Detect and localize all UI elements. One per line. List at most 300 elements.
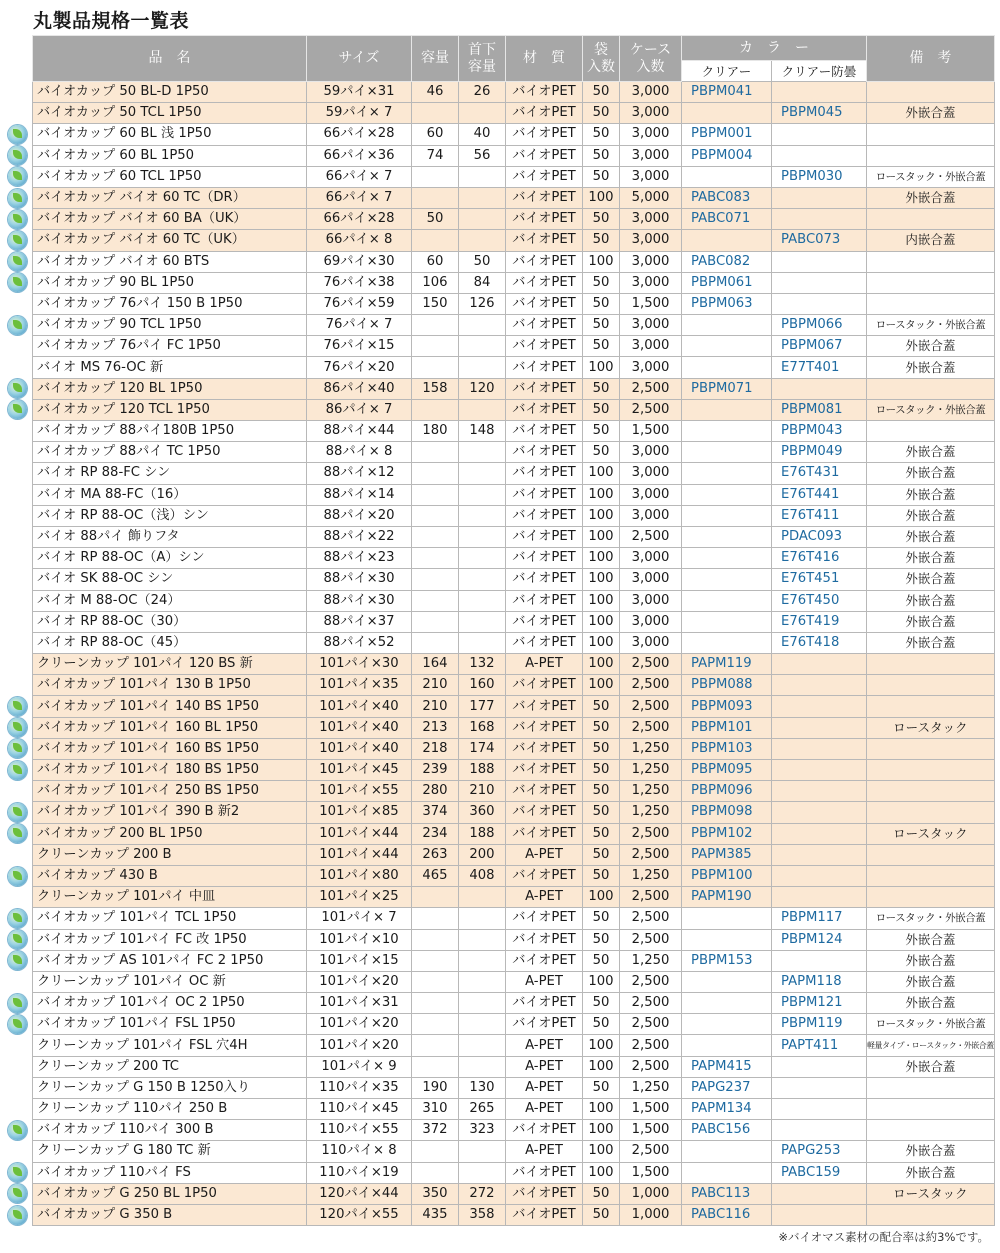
case-count-cell: 1,250 (620, 950, 682, 971)
material-cell: バイオPET (506, 272, 583, 293)
size-cell: 76パイ×15 (307, 336, 412, 357)
product-name-cell: バイオ MA 88-FC（16） (33, 484, 307, 505)
case-count-cell: 2,500 (620, 887, 682, 908)
table-row (33, 993, 995, 1014)
note-cell (867, 421, 995, 442)
color-clear-cell: PAPM415 (682, 1056, 772, 1077)
color-antifog-cell: PBPM043 (772, 421, 867, 442)
size-cell: 101パイ×20 (307, 1035, 412, 1056)
bag-count-cell: 50 (583, 865, 620, 886)
table-row (33, 781, 995, 802)
product-name-cell: バイオカップ 101パイ 160 BS 1P50 (33, 738, 307, 759)
color-clear-cell (682, 590, 772, 611)
color-antifog-cell: PBPM124 (772, 929, 867, 950)
note-cell: 外嵌合蓋 (867, 103, 995, 124)
material-cell: バイオPET (506, 251, 583, 272)
biomass-leaf-icon (8, 951, 27, 970)
biomass-leaf-icon (8, 316, 27, 335)
note-cell: 外嵌合蓋 (867, 1162, 995, 1183)
biomass-leaf-icon (8, 867, 27, 886)
note-cell: ロースタック・外嵌合蓋 (867, 908, 995, 929)
bag-count-cell: 100 (583, 590, 620, 611)
note-cell: 外嵌合蓋 (867, 357, 995, 378)
color-clear-cell: PBPM001 (682, 124, 772, 145)
header-color: カ ラ ー (682, 36, 867, 61)
bag-count-cell: 50 (583, 844, 620, 865)
biomass-leaf-icon (8, 697, 27, 716)
case-count-cell: 3,000 (620, 442, 682, 463)
size-cell: 101パイ×40 (307, 738, 412, 759)
product-name-cell: バイオカップ 101パイ 130 B 1P50 (33, 675, 307, 696)
color-antifog-cell: PBPM119 (772, 1014, 867, 1035)
table-row (33, 590, 995, 611)
bag-count-cell: 100 (583, 548, 620, 569)
case-count-cell: 3,000 (620, 124, 682, 145)
size-cell: 101パイ×35 (307, 675, 412, 696)
table-row (33, 1141, 995, 1162)
size-cell: 88パイ×44 (307, 421, 412, 442)
table-row (33, 887, 995, 908)
neck-capacity-cell (459, 1162, 506, 1183)
neck-capacity-cell (459, 590, 506, 611)
color-clear-cell: PAPG237 (682, 1077, 772, 1098)
product-name-cell: バイオカップ 101パイ 250 BS 1P50 (33, 781, 307, 802)
capacity-cell (412, 950, 459, 971)
header-neck-capacity: 首下 容量 (459, 36, 506, 82)
color-clear-cell (682, 569, 772, 590)
bag-count-cell: 50 (583, 336, 620, 357)
note-cell (867, 145, 995, 166)
note-cell: 外嵌合蓋 (867, 336, 995, 357)
capacity-cell: 372 (412, 1120, 459, 1141)
capacity-cell (412, 611, 459, 632)
color-antifog-cell (772, 187, 867, 208)
color-clear-cell: PAPM190 (682, 887, 772, 908)
material-cell: バイオPET (506, 929, 583, 950)
material-cell: A-PET (506, 844, 583, 865)
color-clear-cell (682, 442, 772, 463)
size-cell: 110パイ×19 (307, 1162, 412, 1183)
size-cell: 101パイ×20 (307, 1014, 412, 1035)
neck-capacity-cell (459, 336, 506, 357)
size-cell: 88パイ×12 (307, 463, 412, 484)
bag-count-cell: 50 (583, 802, 620, 823)
color-antifog-cell (772, 251, 867, 272)
header-size: サイズ (307, 36, 412, 82)
material-cell: A-PET (506, 654, 583, 675)
color-clear-cell (682, 971, 772, 992)
color-clear-cell: PBPM093 (682, 696, 772, 717)
capacity-cell (412, 887, 459, 908)
product-name-cell: バイオカップ 76パイ 150 B 1P50 (33, 293, 307, 314)
capacity-cell: 310 (412, 1099, 459, 1120)
table-row (33, 802, 995, 823)
neck-capacity-cell (459, 1141, 506, 1162)
color-clear-cell (682, 611, 772, 632)
color-clear-cell: PBPM063 (682, 293, 772, 314)
product-name-cell: バイオカップ 60 BL 浅 1P50 (33, 124, 307, 145)
case-count-cell: 3,000 (620, 611, 682, 632)
color-clear-cell: PAPM385 (682, 844, 772, 865)
table-row (33, 696, 995, 717)
biomass-leaf-icon (8, 761, 27, 780)
case-count-cell: 3,000 (620, 590, 682, 611)
capacity-cell (412, 1056, 459, 1077)
case-count-cell: 5,000 (620, 187, 682, 208)
material-cell: A-PET (506, 887, 583, 908)
capacity-cell (412, 442, 459, 463)
neck-capacity-cell (459, 632, 506, 653)
case-count-cell: 2,500 (620, 696, 682, 717)
color-antifog-cell: PBPM049 (772, 442, 867, 463)
color-antifog-cell: E76T411 (772, 505, 867, 526)
table-row (33, 209, 995, 230)
table-row (33, 82, 995, 103)
product-name-cell: バイオ RP 88-OC（30） (33, 611, 307, 632)
material-cell: バイオPET (506, 505, 583, 526)
material-cell: バイオPET (506, 230, 583, 251)
product-name-cell: クリーンカップ 101パイ 中皿 (33, 887, 307, 908)
table-row (33, 1120, 995, 1141)
neck-capacity-cell (459, 887, 506, 908)
note-cell (867, 887, 995, 908)
case-count-cell: 3,000 (620, 505, 682, 526)
table-body (33, 82, 995, 1226)
biomass-leaf-icon (8, 167, 27, 186)
product-name-cell: バイオカップ バイオ 60 BTS (33, 251, 307, 272)
product-name-cell: バイオカップ 88パイ180B 1P50 (33, 421, 307, 442)
bag-count-cell: 100 (583, 1035, 620, 1056)
neck-capacity-cell: 177 (459, 696, 506, 717)
bag-count-cell: 100 (583, 1162, 620, 1183)
note-cell (867, 760, 995, 781)
product-name-cell: バイオカップ 120 BL 1P50 (33, 378, 307, 399)
case-count-cell: 3,000 (620, 569, 682, 590)
capacity-cell (412, 1141, 459, 1162)
color-antifog-cell: E76T419 (772, 611, 867, 632)
color-clear-cell (682, 526, 772, 547)
color-antifog-cell (772, 654, 867, 675)
capacity-cell: 239 (412, 760, 459, 781)
capacity-cell (412, 357, 459, 378)
size-cell: 120パイ×55 (307, 1204, 412, 1225)
neck-capacity-cell: 160 (459, 675, 506, 696)
color-clear-cell: PBPM095 (682, 760, 772, 781)
bag-count-cell: 100 (583, 1141, 620, 1162)
product-name-cell: バイオ MS 76-OC 新 (33, 357, 307, 378)
table-row (33, 526, 995, 547)
color-antifog-cell (772, 760, 867, 781)
capacity-cell (412, 569, 459, 590)
material-cell: バイオPET (506, 378, 583, 399)
color-clear-cell: PABC116 (682, 1204, 772, 1225)
capacity-cell (412, 399, 459, 420)
note-cell: 外嵌合蓋 (867, 484, 995, 505)
table-row (33, 145, 995, 166)
product-name-cell: バイオ RP 88-OC（A）シン (33, 548, 307, 569)
bag-count-cell: 50 (583, 993, 620, 1014)
case-count-cell: 2,500 (620, 1141, 682, 1162)
material-cell: バイオPET (506, 357, 583, 378)
material-cell: バイオPET (506, 124, 583, 145)
case-count-cell: 1,250 (620, 865, 682, 886)
color-clear-cell (682, 1014, 772, 1035)
color-clear-cell: PBPM096 (682, 781, 772, 802)
size-cell: 110パイ×35 (307, 1077, 412, 1098)
bag-count-cell: 100 (583, 251, 620, 272)
bag-count-cell: 50 (583, 908, 620, 929)
capacity-cell: 180 (412, 421, 459, 442)
table-row (33, 315, 995, 336)
neck-capacity-cell (459, 103, 506, 124)
bag-count-cell: 100 (583, 569, 620, 590)
bag-count-cell: 50 (583, 738, 620, 759)
header-note: 備 考 (867, 36, 995, 82)
note-cell (867, 696, 995, 717)
size-cell: 101パイ×25 (307, 887, 412, 908)
note-cell: ロースタック (867, 1183, 995, 1204)
capacity-cell: 158 (412, 378, 459, 399)
material-cell: バイオPET (506, 548, 583, 569)
color-antifog-cell: E76T431 (772, 463, 867, 484)
bag-count-cell: 50 (583, 124, 620, 145)
capacity-cell (412, 971, 459, 992)
color-clear-cell: PBPM101 (682, 717, 772, 738)
case-count-cell: 1,500 (620, 1099, 682, 1120)
material-cell: バイオPET (506, 1014, 583, 1035)
color-antifog-cell: E77T401 (772, 357, 867, 378)
capacity-cell: 210 (412, 696, 459, 717)
biomass-leaf-icon (8, 803, 27, 822)
case-count-cell: 1,250 (620, 802, 682, 823)
material-cell: バイオPET (506, 950, 583, 971)
note-cell: 外嵌合蓋 (867, 950, 995, 971)
neck-capacity-cell (459, 1035, 506, 1056)
biomass-leaf-icon (8, 1121, 27, 1140)
color-clear-cell (682, 929, 772, 950)
neck-capacity-cell: 272 (459, 1183, 506, 1204)
table-row (33, 442, 995, 463)
bag-count-cell: 50 (583, 421, 620, 442)
color-antifog-cell: PDAC093 (772, 526, 867, 547)
biomass-leaf-icon (8, 739, 27, 758)
table-row (33, 1035, 995, 1056)
color-antifog-cell: E76T451 (772, 569, 867, 590)
table-row (33, 187, 995, 208)
neck-capacity-cell: 120 (459, 378, 506, 399)
note-cell: 外嵌合蓋 (867, 569, 995, 590)
note-cell (867, 1099, 995, 1120)
note-cell (867, 675, 995, 696)
capacity-cell: 350 (412, 1183, 459, 1204)
product-name-cell: バイオカップ G 250 BL 1P50 (33, 1183, 307, 1204)
neck-capacity-cell (459, 929, 506, 950)
bag-count-cell: 50 (583, 823, 620, 844)
color-antifog-cell (772, 1204, 867, 1225)
bag-count-cell: 50 (583, 1183, 620, 1204)
color-antifog-cell (772, 738, 867, 759)
material-cell: バイオPET (506, 463, 583, 484)
neck-capacity-cell: 50 (459, 251, 506, 272)
note-cell (867, 272, 995, 293)
color-clear-cell: PBPM098 (682, 802, 772, 823)
capacity-cell: 50 (412, 209, 459, 230)
size-cell: 101パイ× 9 (307, 1056, 412, 1077)
color-clear-cell (682, 632, 772, 653)
note-cell: ロースタック・外嵌合蓋 (867, 315, 995, 336)
color-antifog-cell (772, 124, 867, 145)
color-antifog-cell: PBPM066 (772, 315, 867, 336)
case-count-cell: 2,500 (620, 675, 682, 696)
capacity-cell (412, 908, 459, 929)
table-row (33, 611, 995, 632)
note-cell: 内嵌合蓋 (867, 230, 995, 251)
size-cell: 88パイ×37 (307, 611, 412, 632)
color-clear-cell (682, 421, 772, 442)
note-cell (867, 82, 995, 103)
color-antifog-cell: PABC073 (772, 230, 867, 251)
product-name-cell: クリーンカップ G 180 TC 新 (33, 1141, 307, 1162)
product-name-cell: バイオ RP 88-OC（45） (33, 632, 307, 653)
material-cell: バイオPET (506, 484, 583, 505)
bag-count-cell: 50 (583, 378, 620, 399)
material-cell: バイオPET (506, 187, 583, 208)
table-row (33, 760, 995, 781)
material-cell: A-PET (506, 1099, 583, 1120)
case-count-cell: 3,000 (620, 251, 682, 272)
size-cell: 86パイ× 7 (307, 399, 412, 420)
neck-capacity-cell (459, 569, 506, 590)
color-antifog-cell (772, 844, 867, 865)
table-row (33, 421, 995, 442)
product-name-cell: バイオ RP 88-FC シン (33, 463, 307, 484)
material-cell: バイオPET (506, 421, 583, 442)
material-cell: バイオPET (506, 802, 583, 823)
note-cell (867, 1120, 995, 1141)
product-name-cell: バイオカップ 76パイ FC 1P50 (33, 336, 307, 357)
capacity-cell: 280 (412, 781, 459, 802)
material-cell: バイオPET (506, 145, 583, 166)
color-antifog-cell: E76T441 (772, 484, 867, 505)
neck-capacity-cell (459, 548, 506, 569)
material-cell: バイオPET (506, 823, 583, 844)
capacity-cell: 210 (412, 675, 459, 696)
table-row (33, 823, 995, 844)
color-antifog-cell (772, 82, 867, 103)
table-row (33, 1099, 995, 1120)
material-cell: バイオPET (506, 336, 583, 357)
case-count-cell: 1,250 (620, 738, 682, 759)
color-clear-cell (682, 505, 772, 526)
bag-count-cell: 100 (583, 1120, 620, 1141)
neck-capacity-cell (459, 463, 506, 484)
case-count-cell: 3,000 (620, 463, 682, 484)
neck-capacity-cell (459, 1056, 506, 1077)
neck-capacity-cell (459, 166, 506, 187)
color-clear-cell: PAPM134 (682, 1099, 772, 1120)
neck-capacity-cell: 148 (459, 421, 506, 442)
biomass-leaf-icon (8, 1015, 27, 1034)
note-cell: 軽量タイプ・ロースタック・外嵌合蓋 (867, 1035, 995, 1056)
bag-count-cell: 100 (583, 971, 620, 992)
table-row (33, 463, 995, 484)
color-clear-cell (682, 1162, 772, 1183)
size-cell: 76パイ× 7 (307, 315, 412, 336)
size-cell: 66パイ×36 (307, 145, 412, 166)
capacity-cell: 213 (412, 717, 459, 738)
header-case-count: ケース 入数 (620, 36, 682, 82)
color-clear-cell (682, 1141, 772, 1162)
product-name-cell: バイオカップ 60 BL 1P50 (33, 145, 307, 166)
note-cell: ロースタック・外嵌合蓋 (867, 166, 995, 187)
table-row (33, 336, 995, 357)
material-cell: バイオPET (506, 865, 583, 886)
biomass-leaf-icon (8, 252, 27, 271)
color-clear-cell (682, 103, 772, 124)
capacity-cell (412, 230, 459, 251)
product-name-cell: バイオ SK 88-OC シン (33, 569, 307, 590)
neck-capacity-cell (459, 357, 506, 378)
page-title: 丸製品規格一覧表 (33, 10, 190, 32)
table-row (33, 1162, 995, 1183)
capacity-cell (412, 1035, 459, 1056)
note-cell (867, 209, 995, 230)
material-cell: バイオPET (506, 1183, 583, 1204)
biomass-leaf-icon (8, 231, 27, 250)
size-cell: 76パイ×20 (307, 357, 412, 378)
biomass-leaf-icon (8, 379, 27, 398)
biomass-leaf-icon (8, 1206, 27, 1225)
neck-capacity-cell: 132 (459, 654, 506, 675)
size-cell: 88パイ×22 (307, 526, 412, 547)
capacity-cell (412, 505, 459, 526)
note-cell (867, 844, 995, 865)
size-cell: 101パイ× 7 (307, 908, 412, 929)
size-cell: 110パイ×45 (307, 1099, 412, 1120)
capacity-cell (412, 526, 459, 547)
size-cell: 88パイ×30 (307, 569, 412, 590)
color-antifog-cell: PBPM121 (772, 993, 867, 1014)
size-cell: 101パイ×40 (307, 717, 412, 738)
color-antifog-cell: PAPG253 (772, 1141, 867, 1162)
bag-count-cell: 100 (583, 632, 620, 653)
material-cell: バイオPET (506, 82, 583, 103)
color-antifog-cell (772, 717, 867, 738)
color-antifog-cell (772, 272, 867, 293)
color-clear-cell: PBPM103 (682, 738, 772, 759)
neck-capacity-cell: 408 (459, 865, 506, 886)
color-antifog-cell (772, 1099, 867, 1120)
neck-capacity-cell (459, 209, 506, 230)
capacity-cell (412, 103, 459, 124)
case-count-cell: 3,000 (620, 145, 682, 166)
capacity-cell (412, 1162, 459, 1183)
case-count-cell: 3,000 (620, 166, 682, 187)
bag-count-cell: 50 (583, 929, 620, 950)
capacity-cell (412, 187, 459, 208)
capacity-cell: 435 (412, 1204, 459, 1225)
header-capacity: 容量 (412, 36, 459, 82)
bag-count-cell: 100 (583, 887, 620, 908)
table-row (33, 230, 995, 251)
case-count-cell: 2,500 (620, 971, 682, 992)
size-cell: 120パイ×44 (307, 1183, 412, 1204)
table-row (33, 124, 995, 145)
material-cell: バイオPET (506, 611, 583, 632)
size-cell: 88パイ×23 (307, 548, 412, 569)
note-cell (867, 865, 995, 886)
table-row (33, 484, 995, 505)
